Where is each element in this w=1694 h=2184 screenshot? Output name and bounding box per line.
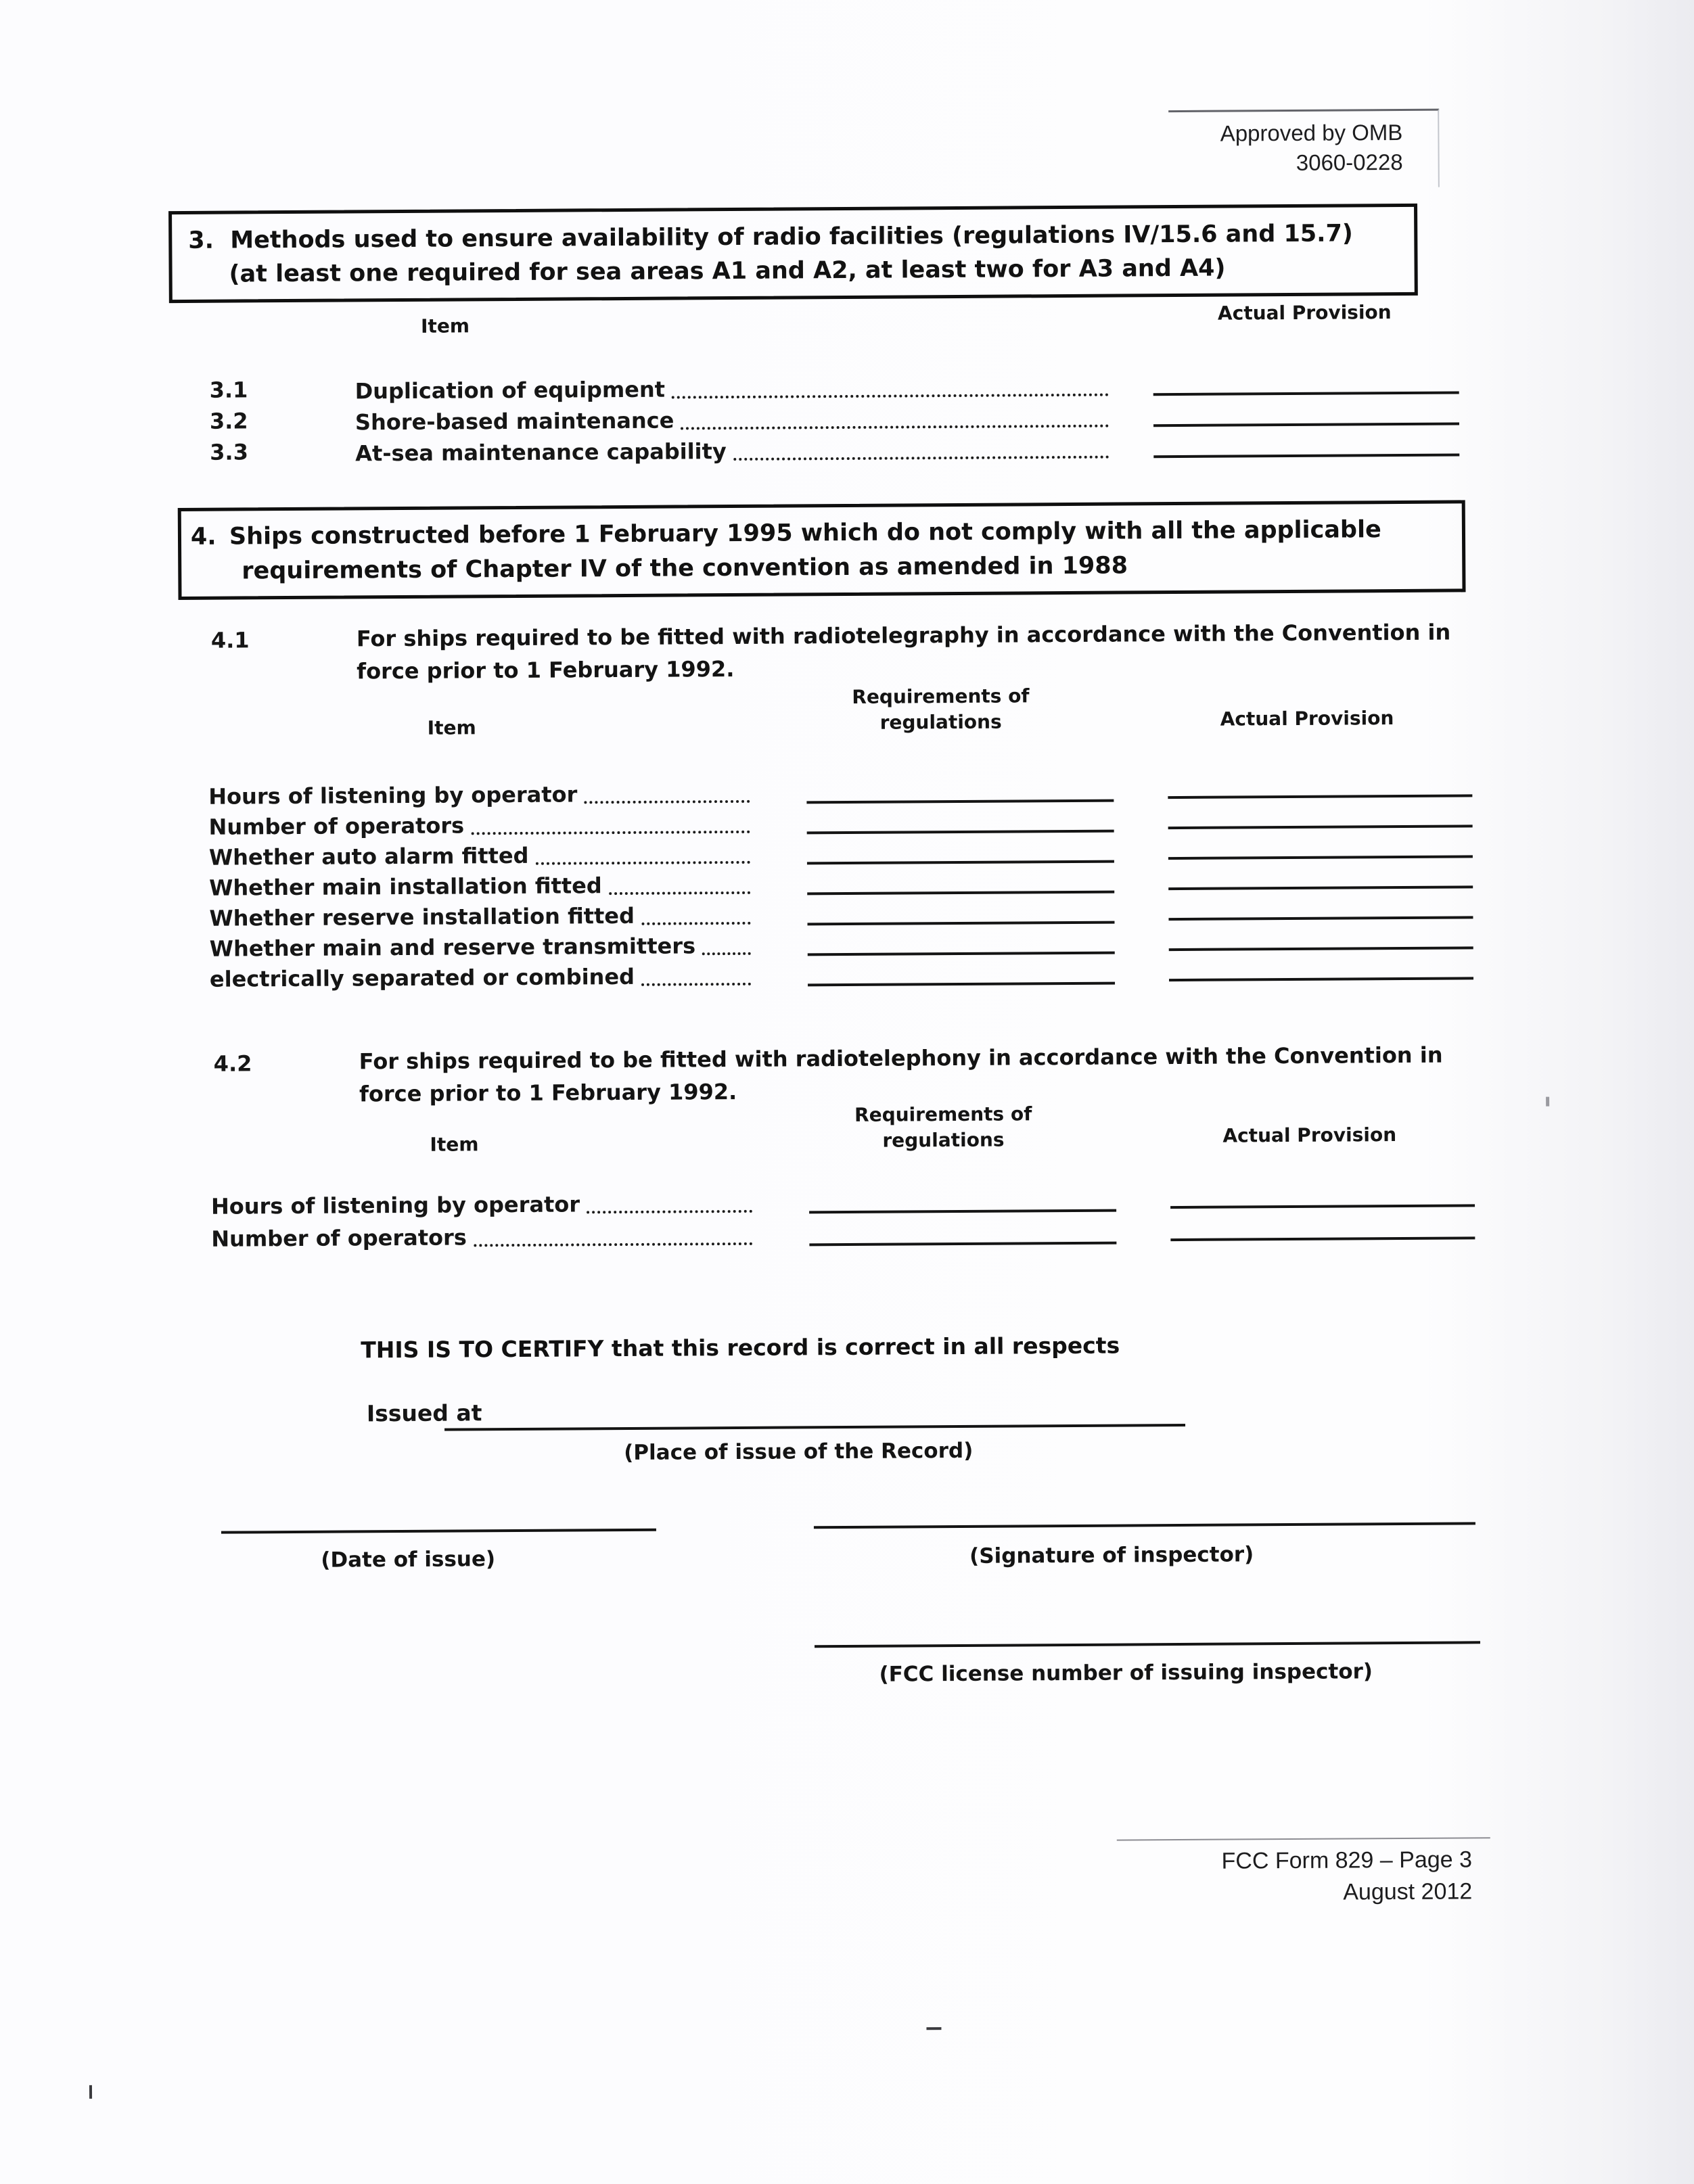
section3-title-line1: Methods used to ensure availability of radio facilities (regulations IV/15.6 and 15.7) <box>230 220 1353 254</box>
omb-approval-text: Approved by OMB <box>1220 119 1403 146</box>
sub41-number: 4.1 <box>210 627 250 653</box>
sub42-row-2 <box>0 1215 1694 1253</box>
sub41-row-2-label: Number of operators <box>208 812 465 840</box>
sub41-text-line1: For ships required to be fitted with radiotelegraphy in accordance with the Convention in <box>356 619 1451 652</box>
requirements-blank <box>809 1209 1116 1214</box>
actual-provision-blank <box>1170 1204 1475 1209</box>
dotted-leader <box>641 922 751 925</box>
sub41-row-6-label: Whether main and reserve transmitters <box>209 933 696 962</box>
section3-row-2-label: Shore-based maintenance <box>354 407 674 436</box>
sub41-row-5-label: Whether reserve installation fitted <box>209 902 635 931</box>
requirements-blank <box>807 860 1114 865</box>
sub42-col-req-line2: regulations <box>882 1128 1005 1152</box>
footer-divider <box>1117 1837 1490 1840</box>
sub41-col-requirements <box>839 683 1042 736</box>
sub42-row-1-label-wrap <box>211 1188 756 1219</box>
sub41-row-3-label: Whether auto alarm fitted <box>208 842 529 870</box>
section3-row-3-label-wrap <box>355 434 1113 466</box>
certify-bold: THIS IS TO CERTIFY <box>361 1335 604 1364</box>
issued-at-label: Issued at <box>366 1399 482 1427</box>
sub41-row-1-label-wrap <box>208 779 754 809</box>
actual-provision-blank <box>1153 453 1459 458</box>
sub42-row-2-label: Number of operators <box>211 1224 467 1252</box>
section3-col-item: Item <box>420 315 470 338</box>
requirements-blank <box>807 921 1114 926</box>
section3-row-3-label: At-sea maintenance capability <box>355 438 727 467</box>
dotted-leader <box>584 800 750 804</box>
requirements-blank <box>806 799 1114 804</box>
footer-form-number: FCC Form 829 – Page 3 <box>1221 1846 1473 1874</box>
fcc-license-caption: (FCC license number of issuing inspector) <box>879 1659 1373 1687</box>
sub41-row-7-label: electrically separated or combined <box>209 963 635 992</box>
section3-number: 3. <box>188 227 214 254</box>
section4-title-line2: requirements of Chapter IV of the convention as amended in 1988 <box>242 552 1128 585</box>
sub42-number: 4.2 <box>213 1050 252 1077</box>
certify-statement <box>361 1332 1120 1364</box>
sub41-row-3-label-wrap <box>209 839 754 870</box>
sub42-col-requirements <box>842 1101 1045 1154</box>
dotted-leader <box>471 831 750 835</box>
section3-row-1-number: 3.1 <box>209 377 248 403</box>
omb-number: 3060-0228 <box>1296 149 1403 175</box>
actual-provision-blank <box>1169 946 1473 951</box>
section3-header-box <box>168 204 1418 303</box>
sub41-col-item: Item <box>427 716 476 739</box>
sub41-row-4-label-wrap <box>209 870 754 900</box>
actual-provision-blank <box>1153 391 1459 396</box>
section3-row-2-label-wrap <box>355 403 1113 435</box>
requirements-blank <box>807 830 1114 835</box>
footer-form-date: August 2012 <box>1343 1878 1473 1905</box>
requirements-blank <box>808 952 1115 956</box>
sub42-row-2-label-wrap <box>211 1221 756 1251</box>
sub41-text-line2: force prior to 1 February 1992. <box>357 656 735 684</box>
date-of-issue-caption: (Date of issue) <box>321 1547 496 1573</box>
dotted-leader <box>474 1242 752 1247</box>
sub42-row-1-label: Hours of listening by operator <box>210 1191 580 1219</box>
sub41-paragraph <box>357 616 1451 688</box>
dotted-leader <box>609 891 750 895</box>
fcc-license-blank <box>815 1641 1480 1648</box>
actual-provision-blank <box>1168 855 1473 860</box>
section3-row-2-number: 3.2 <box>209 408 248 434</box>
section4-title-line1: Ships constructed before 1 February 1995 which do not comply with all the applicable <box>229 516 1381 551</box>
section4-header-box <box>178 500 1466 600</box>
dotted-leader <box>641 983 751 986</box>
sub41-row-5-label-wrap <box>209 900 754 931</box>
section4-number: 4. <box>190 523 216 551</box>
dotted-leader <box>681 425 1109 430</box>
scan-artifact-dash <box>926 2027 941 2030</box>
date-of-issue-blank <box>221 1529 656 1534</box>
sub41-row-7-label-wrap <box>210 961 755 992</box>
sub42-text-line2: force prior to 1 February 1992. <box>359 1078 737 1107</box>
actual-provision-blank <box>1168 916 1473 921</box>
requirements-blank <box>807 891 1114 896</box>
signature-blank <box>814 1522 1475 1529</box>
sub42-paragraph <box>359 1039 1443 1111</box>
sub42-text-line1: For ships required to be fitted with radiotelephony in accordance with the Convention in <box>359 1042 1443 1075</box>
omb-approval-box <box>1168 109 1440 189</box>
dotted-leader <box>702 952 751 955</box>
issued-at-blank <box>444 1424 1185 1431</box>
sub41-row-4-label: Whether main installation fitted <box>209 873 602 901</box>
actual-provision-blank <box>1168 824 1473 829</box>
dotted-leader <box>733 456 1109 461</box>
requirements-blank <box>808 982 1115 987</box>
actual-provision-blank <box>1169 977 1473 981</box>
footer-block <box>1147 1844 1473 1909</box>
actual-provision-blank <box>1168 885 1473 890</box>
sub41-col-req-line1: Requirements of <box>852 684 1030 708</box>
certify-rest: that this record is correct in all respects <box>603 1332 1120 1362</box>
signature-caption: (Signature of inspector) <box>969 1542 1254 1569</box>
actual-provision-blank <box>1168 794 1472 799</box>
sub41-row-2-label-wrap <box>208 809 754 839</box>
place-of-issue-caption: (Place of issue of the Record) <box>624 1438 974 1466</box>
dotted-leader <box>672 394 1109 399</box>
sub41-row-1-label: Hours of listening by operator <box>208 781 578 810</box>
requirements-blank <box>809 1242 1116 1247</box>
section3-row-1-label-wrap <box>355 372 1113 404</box>
actual-provision-blank <box>1170 1236 1475 1241</box>
sub42-row-1 <box>0 1182 1694 1221</box>
dotted-leader <box>536 861 750 865</box>
actual-provision-blank <box>1153 422 1459 427</box>
section3-row-1-label: Duplication of equipment <box>354 376 666 404</box>
sub42-col-item: Item <box>430 1133 479 1156</box>
sub41-col-actual-provision: Actual Provision <box>1220 707 1394 730</box>
sub41-col-req-line2: regulations <box>879 710 1002 734</box>
sub42-col-req-line1: Requirements of <box>854 1102 1032 1126</box>
section3-row-3-number: 3.3 <box>210 439 249 465</box>
sub42-col-actual-provision: Actual Provision <box>1222 1123 1397 1147</box>
section3-title-line2: (at least one required for sea areas A1 and A2, at least two for A3 and A4) <box>229 254 1226 288</box>
sub41-row-6-label-wrap <box>210 931 755 961</box>
dotted-leader <box>587 1210 752 1213</box>
section3-col-actual-provision: Actual Provision <box>1217 301 1392 325</box>
scan-artifact-speck <box>1546 1097 1549 1107</box>
scan-artifact-tick <box>89 2085 92 2099</box>
